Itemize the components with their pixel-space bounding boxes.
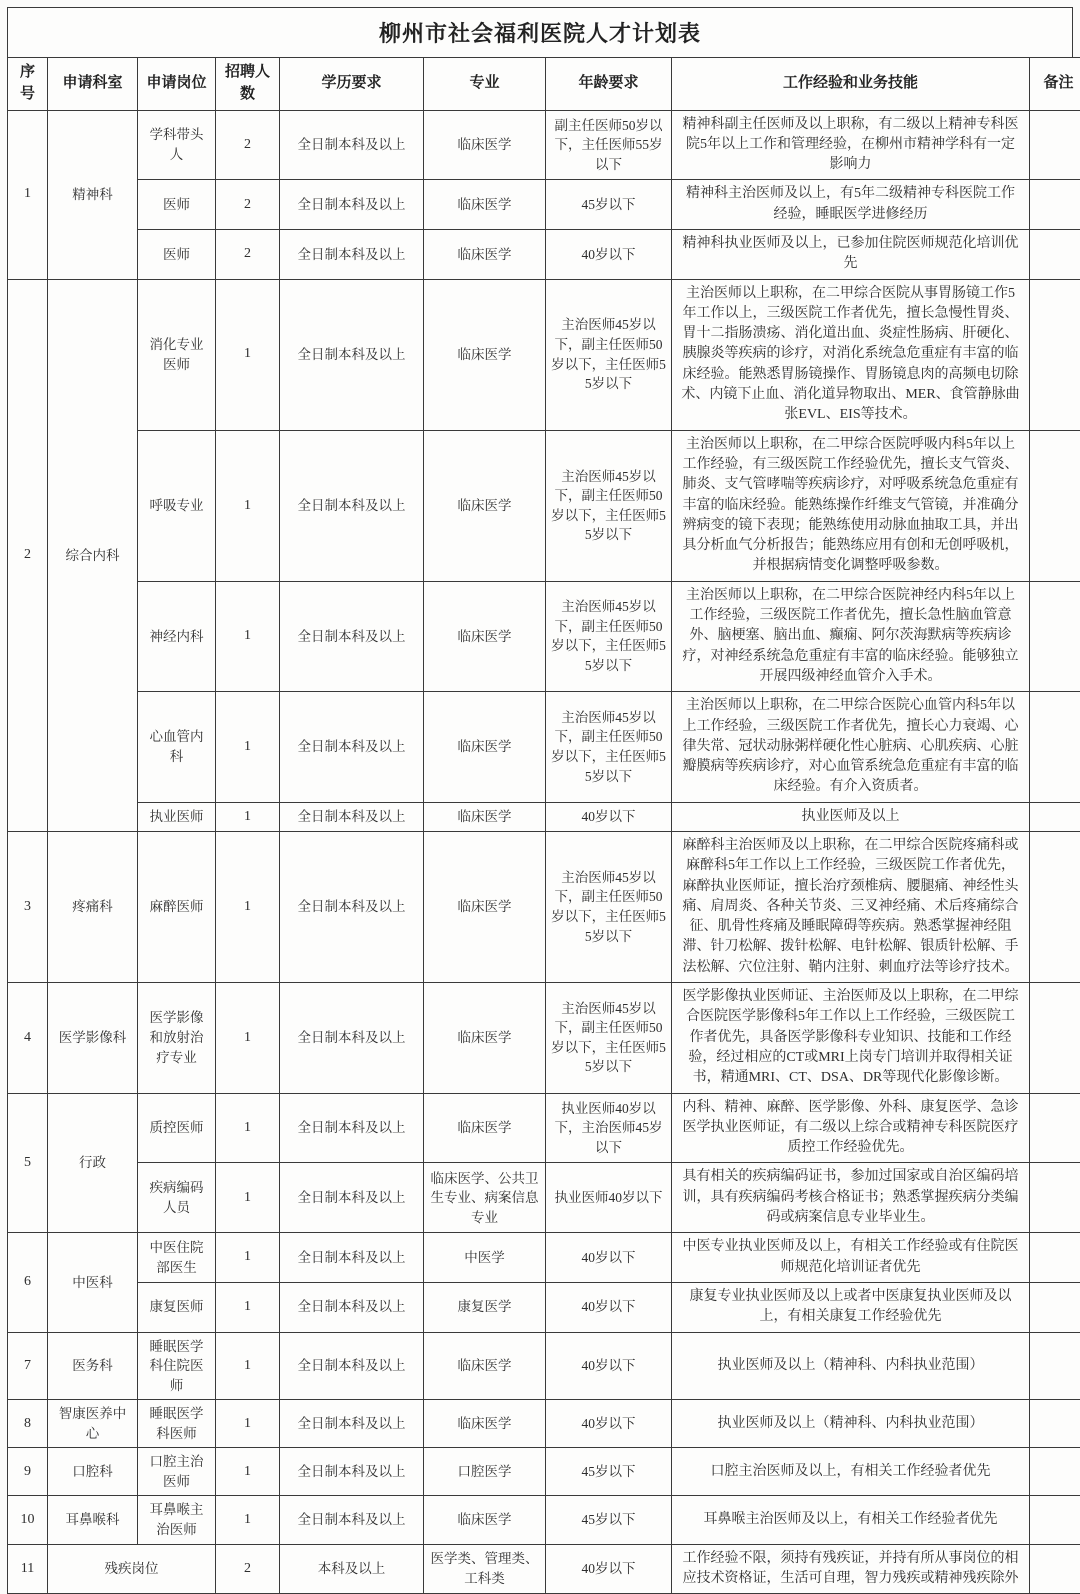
cell-major: 临床医学、公共卫生专业、病案信息专业 (424, 1163, 546, 1233)
header-cell-exp: 工作经验和业务技能 (672, 58, 1030, 111)
cell-exp: 内科、精神、麻醉、医学影像、外科、康复医学、急诊医学执业医师证，有二级以上综合或精神专科医院医疗质控工作经验优先。 (672, 1093, 1030, 1163)
table-row (8, 1163, 1080, 1233)
cell-edu: 全日制本科及以上 (280, 180, 424, 230)
cell-count: 1 (216, 1282, 280, 1332)
table-header (8, 58, 1080, 111)
cell-exp: 中医专业执业医师及以上，有相关工作经验或有住院医师规范化培训证者优先 (672, 1233, 1030, 1283)
cell-edu: 全日制本科及以上 (280, 1496, 424, 1544)
cell-edu: 全日制本科及以上 (280, 1448, 424, 1496)
cell-exp: 精神科主治医师及以上，有5年二级精神专科医院工作经验，睡眠医学进修经历 (672, 180, 1030, 230)
cell-major: 临床医学 (424, 1400, 546, 1448)
cell-age: 主治医师45岁以下，副主任医师50岁以下，主任医师55岁以下 (546, 983, 672, 1093)
cell-age: 40岁以下 (546, 1332, 672, 1400)
cell-post: 麻醉医师 (138, 832, 216, 983)
cell-exp: 医学影像执业医师证、主治医师及以上职称，在二甲综合医院医学影像科5年工作以上工作经验，三级医院工作者优先，具备医学影像科专业知识、技能和工作经验，经过相应的CT或MRI上岗专门培训并取得相关证书，精通MRI、CT、DSA、DR等现代化影像诊断。 (672, 983, 1030, 1093)
cell-major: 临床医学 (424, 1093, 546, 1163)
cell-remark (1030, 1400, 1080, 1448)
cell-no: 10 (8, 1496, 48, 1544)
cell-count: 1 (216, 802, 280, 831)
table-row (8, 983, 1080, 1093)
cell-edu: 全日制本科及以上 (280, 832, 424, 983)
cell-major: 临床医学 (424, 430, 546, 581)
cell-remark (1030, 1233, 1080, 1283)
cell-count: 1 (216, 279, 280, 430)
cell-post: 质控医师 (138, 1093, 216, 1163)
cell-edu: 全日制本科及以上 (280, 581, 424, 691)
table-body (8, 110, 1080, 1594)
cell-exp: 主治医师以上职称，在二甲综合医院呼吸内科5年以上工作经验，有三级医院工作经验优先，擅长支气管炎、肺炎、支气管哮喘等疾病诊疗，对呼吸系统急危重症有丰富的临床经验。能熟练操作纤维支气管镜，并准确分辨病变的镜下表现；能熟练使用动脉血抽取工具，并出具分析血气分析报告；能熟练应用有创和无创呼吸机，并根据病情变化调整呼吸参数。 (672, 430, 1030, 581)
cell-no: 9 (8, 1448, 48, 1496)
table-row (8, 110, 1080, 180)
cell-age: 45岁以下 (546, 180, 672, 230)
cell-edu: 全日制本科及以上 (280, 430, 424, 581)
talent-plan-table (7, 57, 1080, 1594)
cell-post: 医师 (138, 180, 216, 230)
table-row (8, 1282, 1080, 1332)
cell-remark (1030, 279, 1080, 430)
cell-dept: 疼痛科 (48, 832, 138, 983)
cell-major: 临床医学 (424, 229, 546, 279)
cell-dept: 残疾岗位 (48, 1544, 216, 1594)
cell-count: 1 (216, 983, 280, 1093)
table-row (8, 692, 1080, 802)
table-row (8, 1400, 1080, 1448)
cell-post: 耳鼻喉主治医师 (138, 1496, 216, 1544)
cell-age: 主治医师45岁以下，副主任医师50岁以下，主任医师55岁以下 (546, 430, 672, 581)
cell-no: 3 (8, 832, 48, 983)
cell-count: 1 (216, 1496, 280, 1544)
cell-age: 40岁以下 (546, 229, 672, 279)
cell-count: 1 (216, 430, 280, 581)
header-row (8, 58, 1080, 111)
cell-remark (1030, 1544, 1080, 1594)
cell-remark (1030, 180, 1080, 230)
cell-exp: 精神科副主任医师及以上职称，有二级以上精神专科医院5年以上工作和管理经验，在柳州市精神学科有一定影响力 (672, 110, 1030, 180)
cell-count: 1 (216, 1093, 280, 1163)
cell-count: 1 (216, 1233, 280, 1283)
cell-remark (1030, 832, 1080, 983)
cell-age: 40岁以下 (546, 1400, 672, 1448)
cell-edu: 全日制本科及以上 (280, 1093, 424, 1163)
cell-post: 神经内科 (138, 581, 216, 691)
cell-dept: 口腔科 (48, 1448, 138, 1496)
cell-age: 副主任医师50岁以下，主任医师55岁以下 (546, 110, 672, 180)
cell-dept: 中医科 (48, 1233, 138, 1332)
cell-major: 临床医学 (424, 1496, 546, 1544)
cell-post: 医师 (138, 229, 216, 279)
cell-age: 执业医师40岁以下 (546, 1163, 672, 1233)
cell-post: 呼吸专业 (138, 430, 216, 581)
cell-exp: 执业医师及以上（精神科、内科执业范围） (672, 1332, 1030, 1400)
document-sheet (7, 7, 1073, 1594)
cell-edu: 全日制本科及以上 (280, 692, 424, 802)
cell-remark (1030, 1163, 1080, 1233)
cell-count: 1 (216, 692, 280, 802)
table-row (8, 229, 1080, 279)
cell-edu: 全日制本科及以上 (280, 1233, 424, 1283)
cell-major: 医学类、管理类、工科类 (424, 1544, 546, 1594)
table-row (8, 802, 1080, 831)
cell-edu: 全日制本科及以上 (280, 1282, 424, 1332)
cell-post: 睡眠医学科医师 (138, 1400, 216, 1448)
cell-age: 40岁以下 (546, 1282, 672, 1332)
cell-no: 5 (8, 1093, 48, 1233)
cell-major: 临床医学 (424, 279, 546, 430)
table-row (8, 1544, 1080, 1594)
cell-major: 临床医学 (424, 1332, 546, 1400)
cell-no: 2 (8, 279, 48, 831)
cell-count: 1 (216, 1400, 280, 1448)
cell-count: 1 (216, 581, 280, 691)
table-row (8, 1448, 1080, 1496)
cell-major: 临床医学 (424, 692, 546, 802)
cell-dept: 医学影像科 (48, 983, 138, 1093)
header-cell-age: 年龄要求 (546, 58, 672, 111)
cell-exp: 主治医师以上职称，在二甲综合医院神经内科5年以上工作经验，三级医院工作者优先，擅长急性脑血管意外、脑梗塞、脑出血、癫痫、阿尔茨海默病等疾病诊疗，对神经系统急危重症有丰富的临床经验。能够独立开展四级神经血管介入手术。 (672, 581, 1030, 691)
header-cell-major: 专业 (424, 58, 546, 111)
table-row (8, 581, 1080, 691)
cell-exp: 执业医师及以上 (672, 802, 1030, 831)
cell-exp: 耳鼻喉主治医师及以上，有相关工作经验者优先 (672, 1496, 1030, 1544)
cell-no: 4 (8, 983, 48, 1093)
cell-dept: 精神科 (48, 110, 138, 279)
header-cell-dept: 申请科室 (48, 58, 138, 111)
cell-dept: 行政 (48, 1093, 138, 1233)
cell-edu: 全日制本科及以上 (280, 110, 424, 180)
header-cell-count: 招聘人数 (216, 58, 280, 111)
cell-dept: 耳鼻喉科 (48, 1496, 138, 1544)
cell-remark (1030, 802, 1080, 831)
cell-major: 临床医学 (424, 983, 546, 1093)
cell-age: 45岁以下 (546, 1496, 672, 1544)
cell-major: 临床医学 (424, 180, 546, 230)
cell-edu: 全日制本科及以上 (280, 802, 424, 831)
cell-major: 临床医学 (424, 110, 546, 180)
cell-exp: 口腔主治医师及以上，有相关工作经验者优先 (672, 1448, 1030, 1496)
cell-no: 7 (8, 1332, 48, 1400)
cell-age: 执业医师40岁以下，主治医师45岁以下 (546, 1093, 672, 1163)
table-row (8, 279, 1080, 430)
cell-exp: 主治医师以上职称，在二甲综合医院从事胃肠镜工作5年工作以上，三级医院工作者优先，擅长急慢性胃炎、胃十二指肠溃疡、消化道出血、炎症性肠病、肝硬化、胰腺炎等疾病的诊疗，对消化系统急危重症有丰富的临床经验。能熟悉胃肠镜操作、胃肠镜息肉的高频电切除术、内镜下止血、消化道异物取出、MER、食管静脉曲张EVL、EIS等技术。 (672, 279, 1030, 430)
table-row (8, 832, 1080, 983)
cell-exp: 康复专业执业医师及以上或者中医康复执业医师及以上，有相关康复工作经验优先 (672, 1282, 1030, 1332)
cell-exp: 执业医师及以上（精神科、内科执业范围） (672, 1400, 1030, 1448)
cell-exp: 主治医师以上职称，在二甲综合医院心血管内科5年以上工作经验，三级医院工作者优先，擅长心力衰竭、心律失常、冠状动脉粥样硬化性心脏病、心肌疾病、心脏瓣膜病等疾病诊疗，对心血管系统急危重症有丰富的临床经验。有介入资质者。 (672, 692, 1030, 802)
cell-remark (1030, 430, 1080, 581)
cell-exp: 麻醉科主治医师及以上职称，在二甲综合医院疼痛科或麻醉科5年工作以上工作经验，三级医院工作者优先，麻醉执业医师证，擅长治疗颈椎病、腰腿痛、神经性头痛、肩周炎、各种关节炎、三叉神经痛、术后疼痛综合征、肌骨性疼痛及睡眠障碍等疾病。熟悉掌握神经阻滞、针刀松解、拨针松解、电针松解、银质针松解、手法松解、穴位注射、鞘内注射、刺血疗法等诊疗技术。 (672, 832, 1030, 983)
cell-count: 2 (216, 110, 280, 180)
cell-major: 临床医学 (424, 581, 546, 691)
cell-no: 8 (8, 1400, 48, 1448)
cell-dept: 综合内科 (48, 279, 138, 831)
cell-no: 1 (8, 110, 48, 279)
cell-age: 40岁以下 (546, 1233, 672, 1283)
cell-no: 11 (8, 1544, 48, 1594)
cell-post: 疾病编码人员 (138, 1163, 216, 1233)
cell-age: 主治医师45岁以下，副主任医师50岁以下，主任医师55岁以下 (546, 692, 672, 802)
cell-remark (1030, 692, 1080, 802)
cell-post: 康复医师 (138, 1282, 216, 1332)
table-row (8, 1093, 1080, 1163)
cell-post: 执业医师 (138, 802, 216, 831)
cell-exp: 具有相关的疾病编码证书，参加过国家或自治区编码培训，具有疾病编码考核合格证书；熟悉掌握疾病分类编码或病案信息专业毕业生。 (672, 1163, 1030, 1233)
cell-major: 临床医学 (424, 832, 546, 983)
header-cell-edu: 学历要求 (280, 58, 424, 111)
cell-count: 2 (216, 180, 280, 230)
cell-count: 1 (216, 1163, 280, 1233)
cell-remark (1030, 1448, 1080, 1496)
cell-edu: 全日制本科及以上 (280, 1400, 424, 1448)
cell-post: 口腔主治医师 (138, 1448, 216, 1496)
cell-exp: 精神科执业医师及以上，已参加住院医师规范化培训优先 (672, 229, 1030, 279)
cell-remark (1030, 110, 1080, 180)
cell-count: 2 (216, 229, 280, 279)
cell-remark (1030, 1496, 1080, 1544)
cell-edu: 全日制本科及以上 (280, 1332, 424, 1400)
table-row (8, 430, 1080, 581)
cell-count: 1 (216, 832, 280, 983)
cell-major: 中医学 (424, 1233, 546, 1283)
cell-age: 主治医师45岁以下，副主任医师50岁以下，主任医师55岁以下 (546, 581, 672, 691)
cell-edu: 全日制本科及以上 (280, 983, 424, 1093)
cell-age: 45岁以下 (546, 1448, 672, 1496)
table-row (8, 1332, 1080, 1400)
table-row (8, 1496, 1080, 1544)
cell-count: 2 (216, 1544, 280, 1594)
cell-post: 睡眠医学科住院医师 (138, 1332, 216, 1400)
header-cell-no: 序号 (8, 58, 48, 111)
table-row (8, 1233, 1080, 1283)
cell-age: 主治医师45岁以下，副主任医师50岁以下，主任医师55岁以下 (546, 832, 672, 983)
cell-remark (1030, 1332, 1080, 1400)
cell-remark (1030, 1093, 1080, 1163)
cell-edu: 全日制本科及以上 (280, 229, 424, 279)
cell-age: 主治医师45岁以下，副主任医师50岁以下，主任医师55岁以下 (546, 279, 672, 430)
cell-post: 消化专业医师 (138, 279, 216, 430)
cell-edu: 全日制本科及以上 (280, 279, 424, 430)
cell-count: 1 (216, 1448, 280, 1496)
cell-post: 中医住院部医生 (138, 1233, 216, 1283)
cell-age: 40岁以下 (546, 802, 672, 831)
cell-remark (1030, 1282, 1080, 1332)
cell-major: 口腔医学 (424, 1448, 546, 1496)
cell-post: 学科带头人 (138, 110, 216, 180)
cell-dept: 智康医养中心 (48, 1400, 138, 1448)
cell-remark (1030, 983, 1080, 1093)
cell-edu: 全日制本科及以上 (280, 1163, 424, 1233)
cell-dept: 医务科 (48, 1332, 138, 1400)
table-row (8, 180, 1080, 230)
page-title: 柳州市社会福利医院人才计划表 (7, 7, 1073, 57)
cell-post: 医学影像和放射治疗专业 (138, 983, 216, 1093)
cell-remark (1030, 229, 1080, 279)
cell-edu: 本科及以上 (280, 1544, 424, 1594)
header-cell-post: 申请岗位 (138, 58, 216, 111)
cell-post: 心血管内科 (138, 692, 216, 802)
cell-age: 40岁以下 (546, 1544, 672, 1594)
cell-major: 康复医学 (424, 1282, 546, 1332)
cell-remark (1030, 581, 1080, 691)
cell-exp: 工作经验不限，须持有残疾证，并持有所从事岗位的相应技术资格证，生活可自理，智力残疾或精神残疾除外 (672, 1544, 1030, 1594)
cell-major: 临床医学 (424, 802, 546, 831)
header-cell-remark: 备注 (1030, 58, 1080, 111)
cell-no: 6 (8, 1233, 48, 1332)
cell-count: 1 (216, 1332, 280, 1400)
